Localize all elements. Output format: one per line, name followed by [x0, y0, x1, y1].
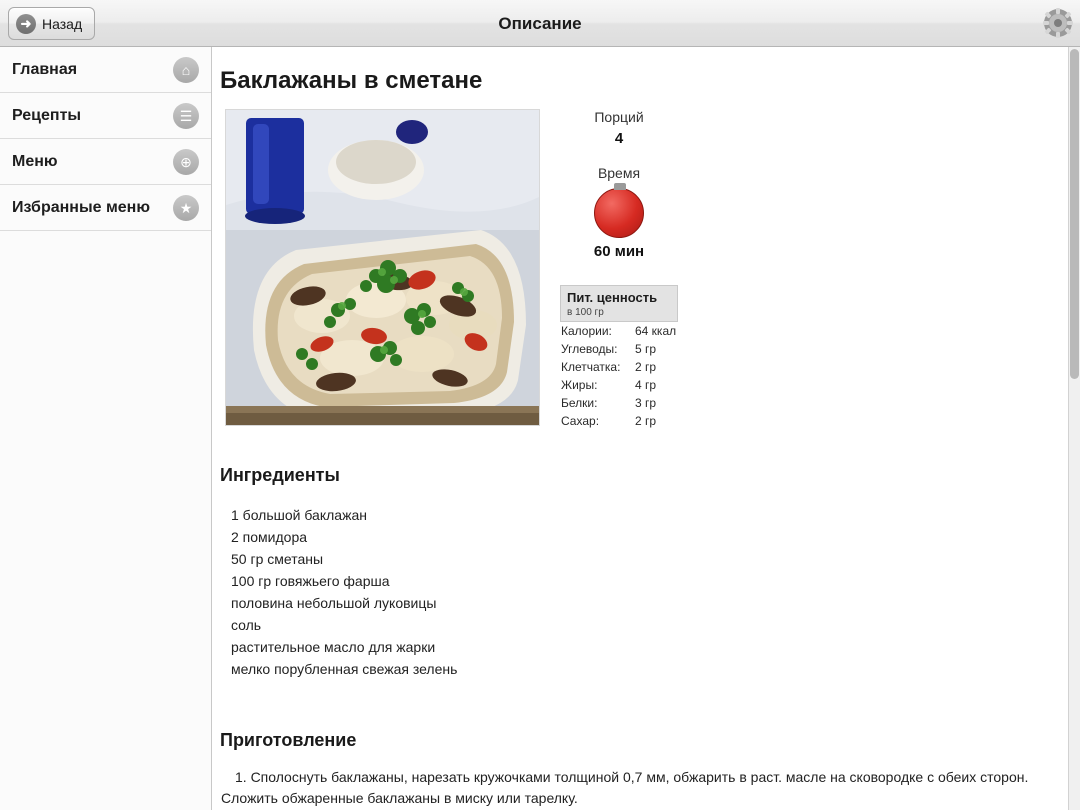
nutrition-value: 3 гр	[635, 396, 657, 410]
list-item: половина небольшой луковицы	[231, 595, 437, 611]
preparation-section	[213, 730, 1068, 809]
sidebar-item-recipes[interactable]	[0, 93, 211, 139]
nutrition-value: 2 гр	[635, 360, 657, 374]
vertical-scrollbar[interactable]	[1068, 47, 1080, 810]
vertical-scrollbar-thumb[interactable]	[1070, 49, 1079, 379]
time-value: 60 мин	[593, 243, 645, 260]
nutrition-key: Углеводы:	[561, 342, 618, 356]
table-row	[560, 412, 710, 430]
table-row	[560, 376, 710, 394]
nutrition-value: 64 ккал	[635, 324, 677, 338]
list-item: 2 помидора	[231, 529, 308, 545]
ingredients-section	[213, 465, 1068, 680]
list-item: мелко порубленная свежая зелень	[231, 661, 458, 677]
home-icon: ⌂	[173, 57, 199, 83]
ingredients-list	[231, 504, 1068, 680]
recipe-facts	[560, 109, 800, 260]
table-row	[560, 322, 710, 340]
recipe-photo	[225, 109, 540, 426]
ingredients-heading: Ингредиенты	[220, 465, 340, 485]
list-icon: ☰	[173, 103, 199, 129]
nutrition-key: Белки:	[561, 396, 598, 410]
preparation-steps	[221, 767, 1068, 809]
list-item: растительное масло для жарки	[231, 639, 436, 655]
timer-icon	[594, 188, 644, 238]
page-title: Описание	[498, 14, 582, 33]
nutrition-title: Пит. ценность	[567, 290, 658, 305]
list-item: 1 большой баклажан	[231, 507, 367, 523]
sidebar	[0, 47, 212, 810]
list-item: 50 гр сметаны	[231, 551, 324, 567]
nutrition-key: Калории:	[561, 324, 612, 338]
nutrition-key: Клетчатка:	[561, 360, 621, 374]
nutrition-key: Сахар:	[561, 414, 600, 428]
sidebar-item-favorite-menus[interactable]	[0, 185, 211, 231]
globe-icon: ⊕	[173, 149, 199, 175]
back-arrow-icon: ➜	[16, 14, 36, 34]
nutrition-table	[560, 285, 680, 430]
preparation-heading: Приготовление	[220, 730, 357, 750]
list-item: 100 гр говяжьего фарша	[231, 573, 390, 589]
sidebar-item-menu[interactable]	[0, 139, 211, 185]
sidebar-item-main[interactable]	[0, 47, 211, 93]
nutrition-header	[560, 285, 678, 322]
gear-icon[interactable]	[1042, 7, 1074, 39]
sidebar-item-label: Избранные меню	[12, 198, 151, 216]
recipe-title: Баклажаны в сметане	[220, 67, 483, 94]
table-row	[560, 358, 710, 376]
recipe-detail-panel	[213, 47, 1068, 810]
nutrition-value: 5 гр	[635, 342, 657, 356]
servings-label: Порций	[594, 109, 644, 125]
sidebar-item-label: Главная	[12, 60, 78, 78]
sidebar-item-label: Меню	[12, 152, 58, 170]
servings-value: 4	[614, 130, 624, 147]
table-row	[560, 340, 710, 358]
time-label: Время	[597, 165, 641, 181]
sidebar-item-label: Рецепты	[12, 106, 82, 124]
nutrition-key: Жиры:	[561, 378, 598, 392]
nutrition-value: 4 гр	[635, 378, 657, 392]
back-button-label: Назад	[42, 15, 83, 32]
nutrition-subtitle: в 100 гр	[567, 307, 604, 318]
table-row	[560, 394, 710, 412]
top-bar	[0, 0, 1080, 47]
list-item: 1. Сполоснуть баклажаны, нарезать кружочками толщиной 0,7 мм, обжарить в раст. масле на сковородке с обеих сторон. Сложить обжаренные баклажаны в миску или тарелку.	[221, 769, 1029, 806]
nutrition-value: 2 гр	[635, 414, 657, 428]
star-icon: ★	[173, 195, 199, 221]
list-item: соль	[231, 617, 262, 633]
